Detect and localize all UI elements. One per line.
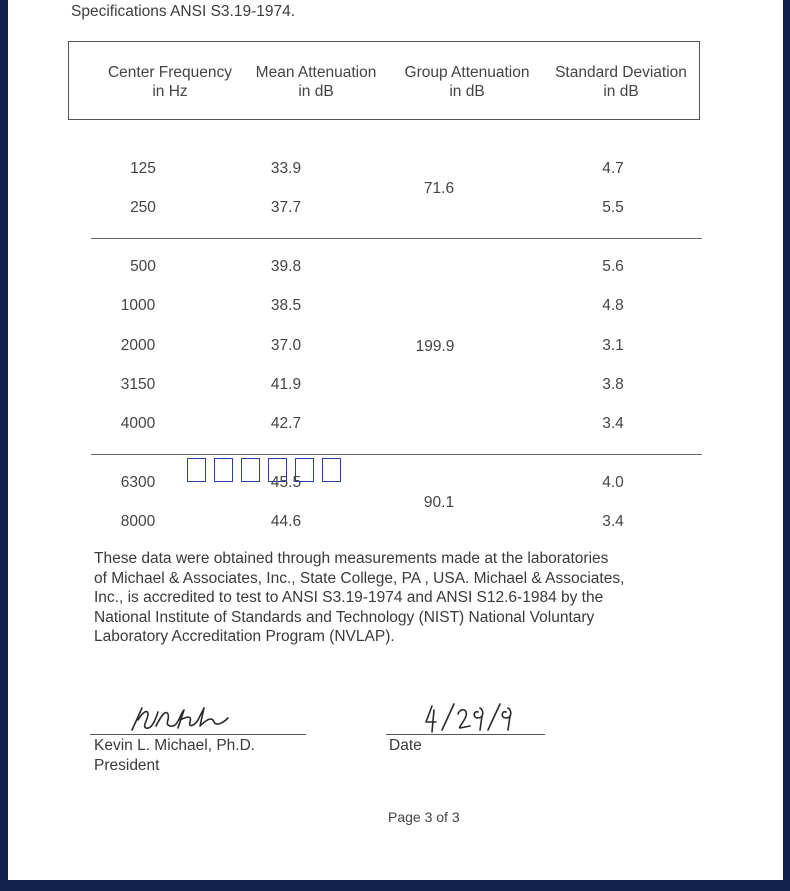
page-number: Page 3 of 3 [388,809,460,825]
cell-mean: 38.5 [270,297,302,314]
cell-mean: 41.9 [270,376,302,393]
missing-glyph-box [268,458,287,482]
cell-sd: 3.1 [602,337,624,354]
date-label: Date [389,737,422,754]
cell-frequency: 1000 [120,297,156,314]
cell-mean: 33.9 [270,160,302,177]
handwritten-signature [118,700,238,736]
col-header-center-frequency: Center Frequency in Hz [107,64,233,100]
cell-frequency: 3150 [120,376,156,393]
cell-sd: 3.4 [602,415,624,432]
missing-glyph-box [322,458,341,482]
cell-frequency: 2000 [120,337,156,354]
table-header-box [68,41,700,120]
cell-sd: 4.0 [602,474,624,491]
cell-sd: 4.8 [602,297,624,314]
missing-glyph-overlay [187,458,341,484]
col-header-mean-attenuation: Mean Attenuation in dB [255,64,377,100]
group-attenuation-3: 90.1 [423,494,455,511]
handwritten-date [420,700,530,736]
cell-frequency: 6300 [120,474,156,491]
col-header-standard-deviation: Standard Deviation in dB [555,64,687,100]
cell-mean: 42.7 [270,415,302,432]
missing-glyph-box [241,458,260,482]
group-divider [91,238,702,239]
cell-sd: 3.4 [602,513,624,530]
cell-frequency: 500 [130,258,156,275]
cell-frequency: 4000 [120,415,156,432]
cell-sd: 5.5 [602,199,624,216]
group-attenuation-1: 71.6 [423,180,455,197]
missing-glyph-box [214,458,233,482]
group-divider [91,454,702,455]
group-attenuation-2: 199.9 [415,338,455,355]
heading-fragment: Specifications ANSI S3.19-1974. [71,3,296,20]
accreditation-paragraph: These data were obtained through measurements made at the laboratories of Michael & Associates, Inc., State College, PA , USA. Michael & Associates, Inc., is accredited to test to ANSI S3.19-1974 and ANSI S12.6-1984 by the National Institute of Standards and Technology (NIST) National Voluntary Laboratory Accreditation Program (NVLAP). [94,550,625,645]
missing-glyph-box [187,458,206,482]
col-header-group-attenuation: Group Attenuation in dB [404,64,530,100]
date-line [386,734,545,735]
cell-frequency: 8000 [120,513,156,530]
cell-sd: 3.8 [602,376,624,393]
cell-mean: 37.7 [270,199,302,216]
cell-sd: 5.6 [602,258,624,275]
cell-frequency: 250 [130,199,156,216]
cell-mean: 45.5 [270,474,302,491]
cell-mean: 44.6 [270,513,302,530]
cell-mean: 37.0 [270,337,302,354]
document-page [8,0,783,880]
cell-frequency: 125 [130,160,156,177]
signer-name: Kevin L. Michael, Ph.D. [94,737,256,754]
cell-mean: 39.8 [270,258,302,275]
signer-block [94,736,255,775]
missing-glyph-box [295,458,314,482]
signature-line [90,734,306,735]
cell-sd: 4.7 [602,160,624,177]
signer-title: President [94,756,160,774]
